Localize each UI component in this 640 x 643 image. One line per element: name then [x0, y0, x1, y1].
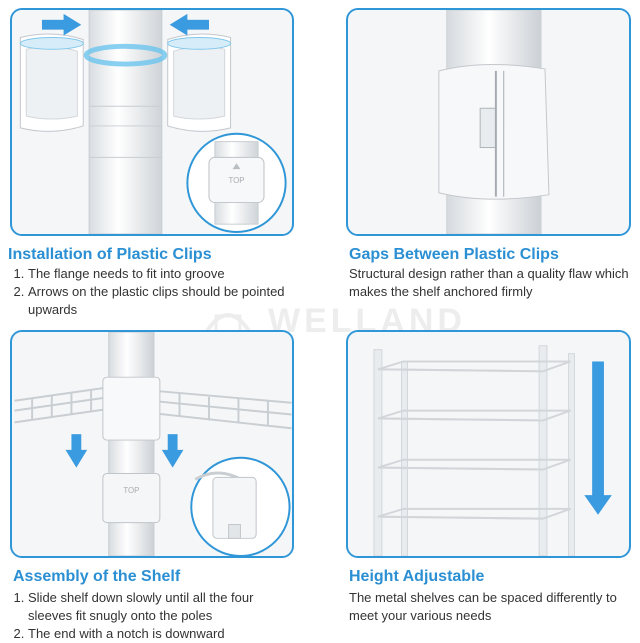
- shelf-sleeve: [103, 377, 160, 440]
- installation-step-2: 2. Arrows on the plastic clips should be pointed upwards: [28, 283, 294, 319]
- panel-gaps-image: [346, 8, 631, 236]
- heading-height: Height Adjustable: [349, 568, 485, 585]
- heading-assembly: Assembly of the Shelf: [13, 568, 181, 585]
- installation-steps: [4, 265, 294, 319]
- heading-gaps: Gaps Between Plastic Clips: [349, 246, 559, 263]
- assembly-step-2: 2. The end with a notch is downward: [28, 625, 296, 643]
- plastic-clip: [103, 473, 160, 522]
- shelf-assembly-illustration: [12, 332, 292, 556]
- watermark-text: WELLAND: [268, 302, 466, 340]
- heading-installation: Installation of Plastic Clips: [8, 246, 212, 263]
- clip-top-label: TOP: [123, 486, 140, 496]
- right-plastic-clip: [168, 34, 231, 131]
- gaps-description: [349, 265, 634, 301]
- adjustable-shelf-illustration: [348, 332, 629, 556]
- clip-gap-illustration: [348, 10, 629, 234]
- callout-top-label: TOP: [228, 175, 245, 185]
- plastic-clip-pair: [439, 64, 549, 199]
- height-description: [349, 589, 634, 625]
- gaps-text: Structural design rather than a quality flaw which makes the shelf anchored firmly: [349, 266, 629, 299]
- installation-step-1: 1. The flange needs to fit into groove: [28, 265, 294, 283]
- pole: [89, 10, 162, 234]
- panel-assembly-image: [10, 330, 294, 558]
- notch-callout: [191, 458, 289, 556]
- clip-top-callout: [187, 134, 285, 232]
- panel-height-image: [346, 330, 631, 558]
- left-plastic-clip: [20, 34, 83, 131]
- clip-installation-illustration: [12, 10, 292, 234]
- panel-installation-image: [10, 8, 294, 236]
- height-text: The metal shelves can be spaced differently to meet your various needs: [349, 590, 617, 623]
- assembly-step-1: 1. Slide shelf down slowly until all the four sleeves fit snugly onto the poles: [28, 589, 296, 625]
- assembly-steps: [4, 589, 296, 643]
